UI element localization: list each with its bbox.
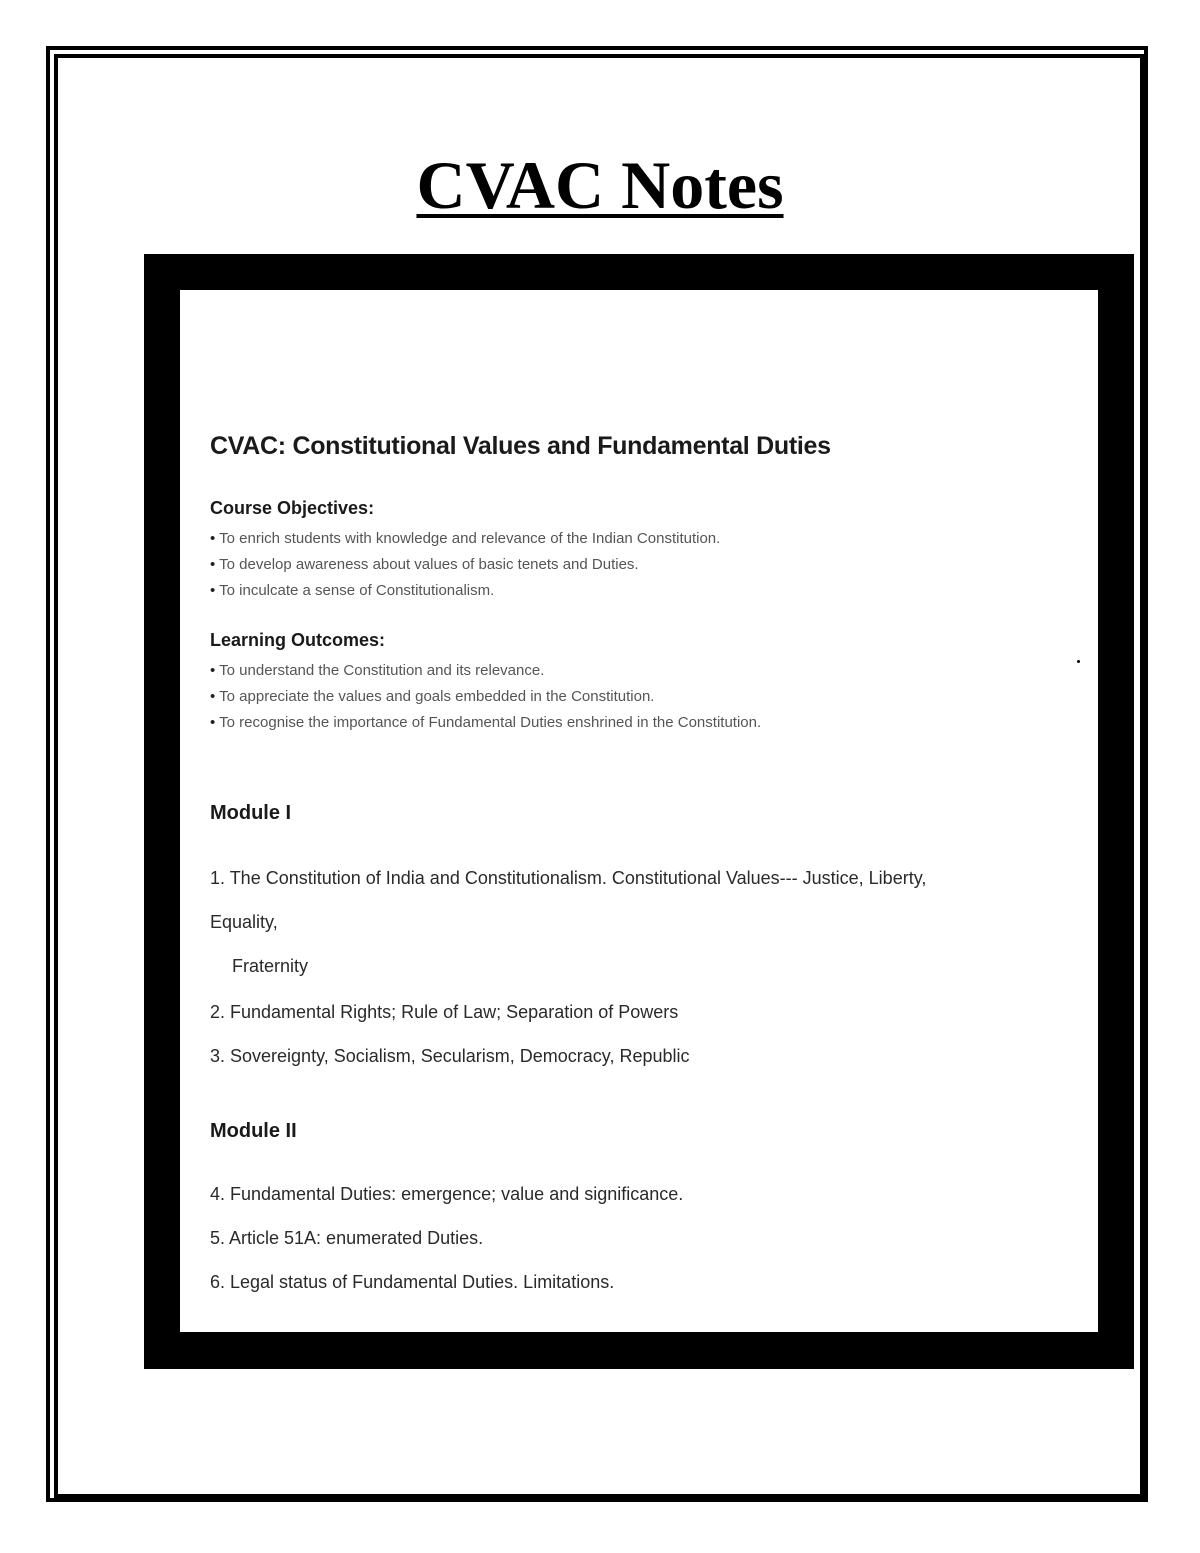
module-2-heading: Module II (210, 1120, 297, 1142)
module-1-topic-3: 3. Sovereignty, Socialism, Secularism, Democracy, Republic (210, 1046, 690, 1066)
module-1-topic-1-continued: Fraternity (232, 956, 309, 976)
module-1-topic-1-continued: Equality, (210, 912, 278, 932)
list-item: • To develop awareness about values of basic tenets and Duties. (210, 552, 720, 578)
course-objectives-heading: Course Objectives: (210, 498, 375, 518)
syllabus-scan (180, 290, 1098, 1332)
module-1-heading: Module I (210, 802, 292, 824)
learning-outcomes-list (210, 658, 761, 736)
course-objectives-list (210, 526, 720, 604)
scan-speck (1077, 660, 1080, 663)
syllabus-title: CVAC: Constitutional Values and Fundamental Duties (210, 432, 831, 460)
cover-title (0, 140, 1200, 230)
module-2-topic-6: 6. Legal status of Fundamental Duties. Limitations. (210, 1272, 615, 1292)
module-1-topic-1: 1. The Constitution of India and Constitutionalism. Constitutional Values--- Justice, Liberty, (210, 868, 927, 888)
list-item: • To enrich students with knowledge and relevance of the Indian Constitution. (210, 526, 720, 552)
list-item: • To recognise the importance of Fundamental Duties enshrined in the Constitution. (210, 710, 761, 736)
module-2-topic-5: 5. Article 51A: enumerated Duties. (210, 1228, 484, 1248)
cover-title-text: CVAC Notes (416, 147, 784, 223)
module-2-topic-4: 4. Fundamental Duties: emergence; value and significance. (210, 1184, 684, 1204)
learning-outcomes-heading: Learning Outcomes: (210, 630, 386, 650)
list-item: • To inculcate a sense of Constitutionalism. (210, 578, 720, 604)
list-item: • To understand the Constitution and its relevance. (210, 658, 761, 684)
module-1-topic-2: 2. Fundamental Rights; Rule of Law; Separation of Powers (210, 1002, 679, 1022)
list-item: • To appreciate the values and goals embedded in the Constitution. (210, 684, 761, 710)
